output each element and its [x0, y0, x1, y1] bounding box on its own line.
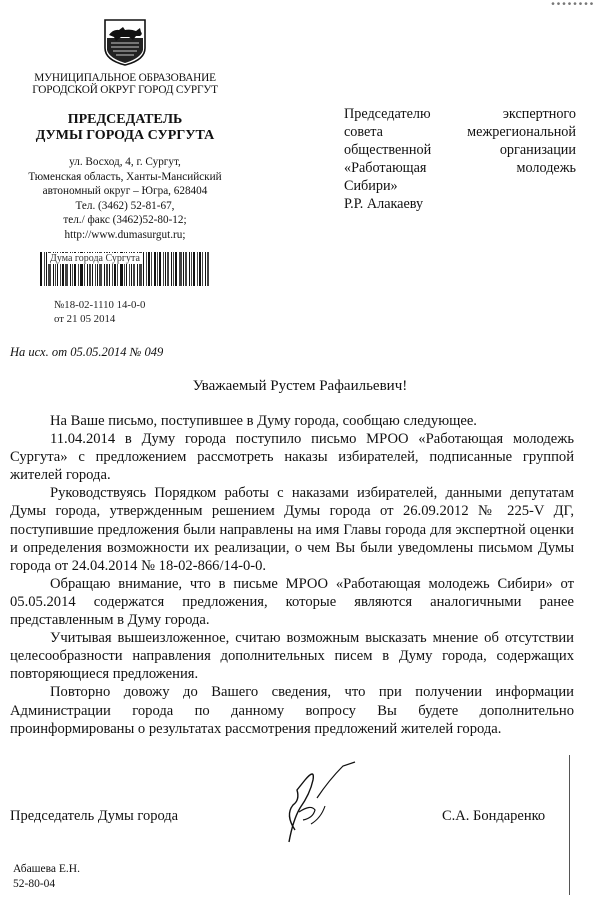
barcode-stripe — [179, 252, 182, 286]
barcode-stripe — [167, 252, 169, 286]
recipient-block — [344, 105, 576, 213]
barcode-stripe — [143, 252, 144, 286]
address-line: ул. Восход, 4, г. Сургут, — [69, 156, 181, 168]
registration-date: от 21 05 2014 — [54, 313, 116, 325]
sender-title: ПРЕДСЕДАТЕЛЬ ДУМЫ ГОРОДА СУРГУТА — [35, 112, 215, 143]
barcode-stripe — [205, 252, 206, 286]
registration-number: №18-02-1110 14-0-0 — [54, 299, 146, 311]
letter-body — [10, 412, 574, 738]
corner-mark: •••••••• — [549, 0, 594, 11]
executor-info — [13, 862, 80, 892]
recipient-line: общественной организации — [344, 142, 576, 158]
signatory-position: Председатель Думы города — [10, 808, 179, 824]
signatory-name: С.А. Бондаренко — [442, 808, 546, 824]
address-line: http://www.dumasurgut.ru; — [64, 228, 186, 241]
barcode-stripe — [202, 252, 203, 286]
barcode-stripe — [44, 252, 45, 286]
executor-phone: 52-80-04 — [13, 878, 56, 890]
paragraph: На Ваше письмо, поступившее в Думу города, сообщаю следующее. — [50, 413, 477, 429]
barcode-stripe — [193, 252, 195, 286]
barcode-stripe — [46, 252, 47, 286]
barcode-stripe — [40, 252, 42, 286]
barcode-stripe — [173, 252, 174, 286]
address-line: Тел. (3462) 52-81-67, — [75, 199, 175, 212]
paragraph: 11.04.2014 в Думу города поступило письмо МРОО «Работающая молодежь Сургута» с предложением рассмотреть наказы избирателей, подписанные группой жителей города. — [10, 431, 574, 484]
organization-name: МУНИЦИПАЛЬНОЕ ОБРАЗОВАНИЕ ГОРОДСКОЙ ОКРУГ ГОРОД СУРГУТ — [32, 72, 218, 96]
paragraph: Учитывая вышеизложенное, считаю возможным высказать мнение об отсутствии целесообразности направления дополнительных писем в Думу города, содержащих повторяющиеся предложения. — [10, 630, 574, 683]
barcode-stripe — [199, 252, 202, 286]
registration-stamp — [40, 252, 210, 286]
barcode-stripe — [183, 252, 184, 286]
barcode-stripe — [154, 252, 156, 286]
barcode-stripe — [157, 252, 158, 286]
outgoing-reference: На исх. от 05.05.2014 № 049 — [10, 345, 164, 359]
barcode-stripe — [165, 252, 166, 286]
address-line: автономный округ – Югра, 628404 — [42, 185, 208, 198]
surgut-emblem-fox-icon — [103, 18, 147, 66]
handwritten-signature-icon — [255, 760, 365, 850]
barcode-stripe — [151, 252, 152, 286]
barcode-stripe — [171, 252, 172, 286]
barcode-stripe — [159, 252, 162, 286]
recipient-name: Р.Р. Алакаеву — [344, 196, 424, 212]
paragraph: Повторно довожу до Вашего сведения, что при получении информации Администрации города по данному вопросу Вы будете дополнительно проинформированы о результатах рассмотрения предложений жителей города. — [10, 684, 574, 737]
barcode-stripe — [197, 252, 198, 286]
recipient-line: Сибири» — [344, 178, 398, 194]
stamp-label: Дума города Сургута — [50, 253, 140, 264]
recipient-line: Председателю экспертного — [344, 106, 576, 122]
address-line: Тюменская область, Ханты-Мансийский — [28, 170, 222, 183]
executor-name: Абашева Е.Н. — [13, 863, 80, 875]
scan-edge-line — [569, 755, 570, 895]
barcode-stripe — [175, 252, 177, 286]
barcode-stripe — [148, 252, 150, 286]
sender-address — [20, 155, 230, 243]
recipient-line: «Работающая молодежь — [344, 160, 576, 176]
barcode-stripe — [163, 252, 164, 286]
barcode-stripe — [185, 252, 187, 286]
address-line: тел./ факс (3462)52-80-12; — [63, 214, 187, 227]
registration-info — [54, 298, 145, 326]
barcode-stripe — [191, 252, 192, 286]
greeting: Уважаемый Рустем Рафаильевич! — [192, 378, 408, 394]
barcode-stripe — [146, 252, 147, 286]
paragraph: Обращаю внимание, что в письме МРОО «Работающая молодежь Сибири» от 05.05.2014 содержатся предложения, которые являются аналогичными ранее представленным в Думу города. — [10, 575, 574, 629]
barcode-stripe — [207, 252, 209, 286]
recipient-line: совета межрегиональной — [344, 124, 576, 140]
barcode-stripe — [189, 252, 190, 286]
paragraph: Руководствуясь Порядком работы с наказами избирателей, данными депутатам Думы города, утвержденным решением Думы города от 26.09.2012 № 225-V ДГ, поступившие предложения были направлены на имя Главы города для экспертной оценки и определения возможности их реализации, о чем Вы были уведомлены письмом Думы города от 24.04.2014 № 18-02-866/14-0-0. — [10, 485, 574, 574]
